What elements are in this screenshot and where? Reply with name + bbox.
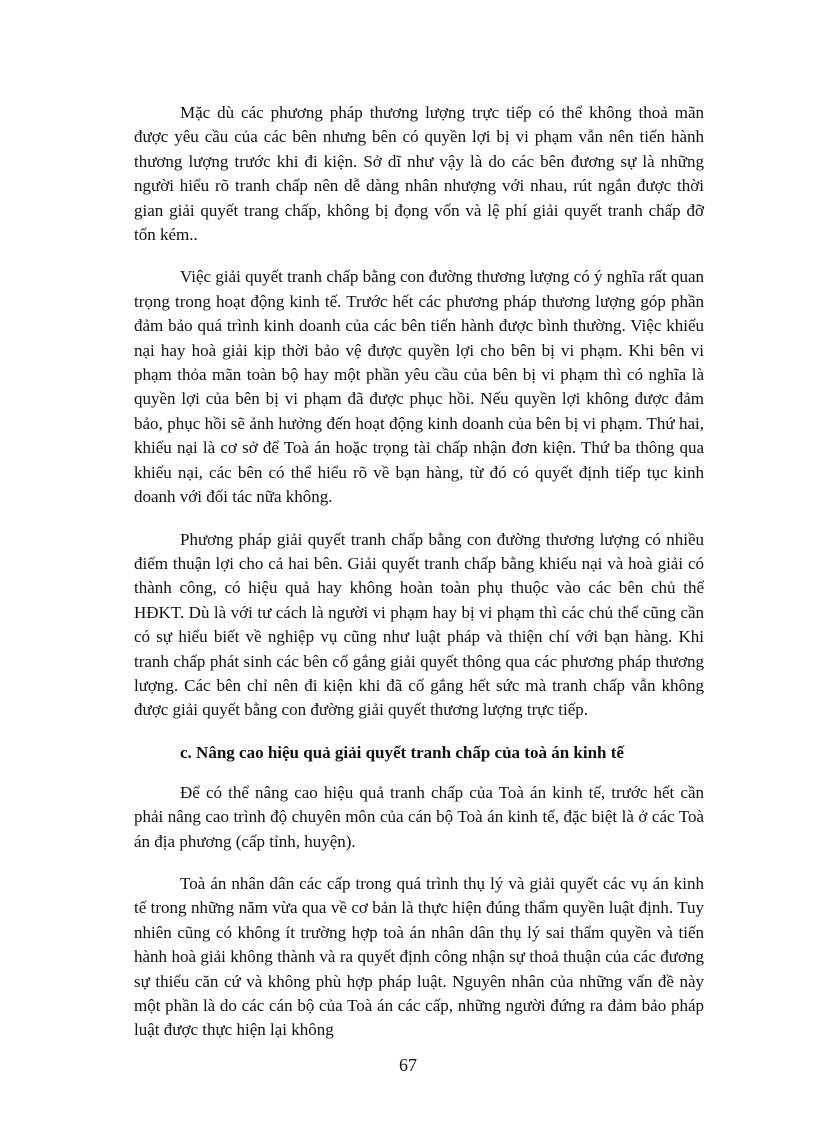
body-paragraph: Mặc dù các phương pháp thương lượng trực tiếp có thể không thoả mãn được yêu cầu của các bên nhưng bên có quyền lợi bị vi phạm vẫn nên tiến hành thương lượng trước khi đi kiện. Sở dĩ như vậy là do các bên đương sự là những người hiểu rõ tranh chấp nên dễ dàng nhân nhượng với nhau, rút ngắn được thời gian giải quyết trang chấp, không bị đọng vốn và lệ phí giải quyết tranh chấp đỡ tốn kém.. <box>134 103 704 245</box>
page-body <box>134 101 704 1061</box>
body-paragraph: Toà án nhân dân các cấp trong quá trình thụ lý và giải quyết các vụ án kinh tế trong những năm vừa qua về cơ bản là thực hiện đúng thẩm quyền luật định. Tuy nhiên cũng có không ít trường hợp toà án nhân dân thụ lý sai thẩm quyền và tiến hành hoà giải không thành và ra quyết định công nhận sự thoả thuận của các đương sự thiếu căn cứ và không phù hợp pháp luật. Nguyên nhân của những vấn đề này một phần là do các cán bộ của Toà án các cấp, những người đứng ra đảm bảo pháp luật được thực hiện lại không <box>134 873 704 1040</box>
body-paragraph: Việc giải quyết tranh chấp bằng con đường thương lượng có ý nghĩa rất quan trọng trong hoạt động kinh tế. Trước hết các phương pháp thương lượng góp phần đảm bảo quá trình kinh doanh của các bên tiến hành được bình thường. Việc khiếu nại hay hoà giải kịp thời bảo vệ được quyền lợi cho bên bị vi phạm. Khi bên vi phạm thỏa mãn toàn bộ hay một phần yêu cầu của bên bị vi phạm thì có nghĩa là quyền lợi của bên bị vi phạm đã được phục hồi. Nếu quyền lợi không được đảm bảo, phục hồi sẽ ảnh hưởng đến hoạt động kinh doanh của bên bị vi phạm. Thứ hai, khiếu nại là cơ sở để Toà án hoặc trọng tài chấp nhận đơn kiện. Thứ ba thông qua khiếu nại, các bên có thể hiểu rõ về bạn hàng, từ đó có quyết định tiếp tục kinh doanh với đối tác nữa không. <box>134 267 704 507</box>
page-number: 67 <box>399 1055 417 1075</box>
body-paragraph: Để có thể nâng cao hiệu quả tranh chấp của Toà án kinh tế, trước hết cần phải nâng cao trình độ chuyên môn của cán bộ Toà án kinh tế, đặc biệt là ở các Toà án địa phương (cấp tỉnh, huyện). <box>134 782 704 851</box>
section-heading: c. Nâng cao hiệu quả giải quyết tranh chấp của toà án kinh tế <box>180 742 624 762</box>
body-paragraph: Phương pháp giải quyết tranh chấp bằng con đường thương lượng có nhiều điểm thuận lợi cho cả hai bên. Giải quyết tranh chấp bằng khiếu nại và hoà giải có thành công, có hiệu quả hay không hoàn toàn phụ thuộc vào các bên chủ thể HĐKT. Dù là với tư cách là người vi phạm hay bị vi phạm thì các chủ thể cũng cần có sự hiểu biết về nghiệp vụ cũng như luật pháp và thiện chí với bạn hàng. Khi tranh chấp phát sinh các bên cố gắng giải quyết thông qua các phương pháp thương lượng. Các bên chỉ nên đi kiện khi đã cố gắng hết sức mà tranh chấp vẫn không được giải quyết bằng con đường giải quyết thương lượng trực tiếp. <box>134 529 704 720</box>
